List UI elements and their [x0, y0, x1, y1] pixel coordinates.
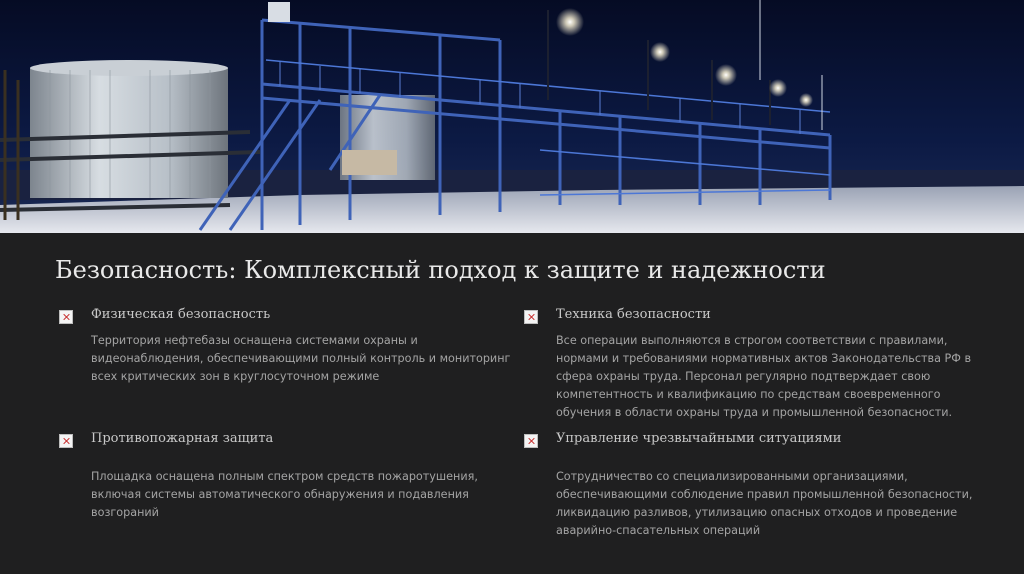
- feature-title: Физическая безопасность: [91, 307, 271, 322]
- broken-image-icon: [524, 434, 538, 448]
- hero-photo: [0, 0, 1024, 233]
- broken-image-icon: [59, 434, 73, 448]
- feature-text: Площадка оснащена полным спектром средств пожаротушения, включая системы автоматического обнаружения и подавления возгораний: [91, 470, 478, 519]
- feature-text: Сотрудничество со специализированными организациями, обеспечивающими соблюдение правил промышленной безопасности, ликвидацию разливов, утилизацию опасных отходов и проведение аварийно-спасательных операций: [556, 470, 973, 537]
- feature-title: Противопожарная защита: [91, 431, 274, 446]
- broken-image-icon: [59, 310, 73, 324]
- oil-depot-night-illustration: [0, 0, 1024, 233]
- broken-image-icon: [524, 310, 538, 324]
- feature-title: Управление чрезвычайными ситуациями: [556, 431, 842, 446]
- feature-text: Все операции выполняются в строгом соответствии с правилами, нормами и требованиями нормативных актов Законодательства РФ в сфера охраны труда. Персонал регулярно подтверждает свою компетентность и квалификацию по средствам своевременного обучения в области охраны труда и промышленной безопасности.: [556, 334, 972, 419]
- feature-text: Территория нефтебазы оснащена системами охраны и видеонаблюдения, обеспечивающими полный контроль и мониторинг всех критических зон в круглосуточном режиме: [91, 334, 511, 383]
- page-title: Безопасность: Комплексный подход к защите и надежности: [55, 256, 826, 284]
- feature-title: Техника безопасности: [556, 307, 711, 322]
